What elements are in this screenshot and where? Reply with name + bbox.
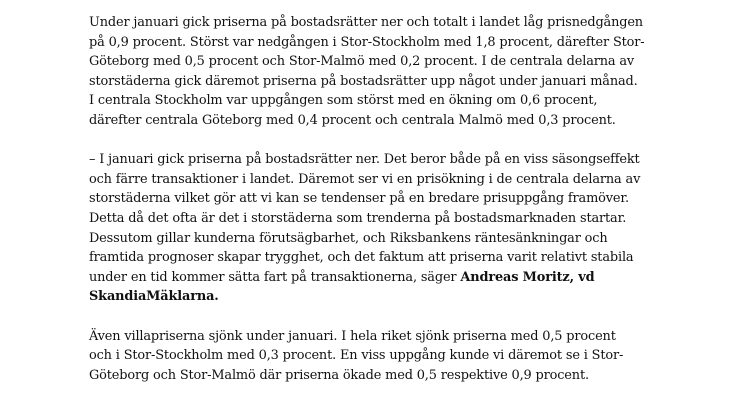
text-line: Även villapriserna sjönk under januari. I hela riket sjönk priserna med 0,5 procent [89, 328, 616, 344]
paragraph-villa-prices [89, 327, 709, 386]
text-line: I centrala Stockholm var uppgången som störst med en ökning om 0,6 procent, [89, 93, 598, 109]
speaker-company: SkandiaMäklarna. [89, 289, 219, 305]
text-line: och färre transaktioner i landet. Däremot ser vi en prisökning i de centrala delarna av [89, 171, 641, 187]
text-line: på 0,9 procent. Störst var nedgången i Stor-Stockholm med 1,8 procent, därefter Stor- [89, 34, 645, 50]
text-line: Göteborg och Stor-Malmö där priserna ökade med 0,5 respektive 0,9 procent. [89, 367, 589, 383]
paragraph-apartment-prices [89, 13, 709, 131]
quote-attribution-text: under en tid kommer sätta fart på transaktionerna, säger [89, 269, 461, 285]
paragraph-quote [89, 150, 709, 307]
text-line: Dessutom gillar kunderna förutsägbarhet, och Riksbankens räntesänkningar och [89, 230, 608, 246]
text-line: Detta då det ofta är det i storstäderna som trenderna på bostadsmarknaden startar. [89, 210, 627, 226]
text-line [89, 268, 709, 288]
document-body [89, 13, 709, 385]
text-line: Under januari gick priserna på bostadsrätter ner och totalt i landet låg prisnedgången [89, 15, 643, 30]
text-line: och i Stor-Stockholm med 0,3 procent. En viss uppgång kunde vi däremot se i Stor- [89, 348, 624, 364]
text-line: storstäderna vilket gör att vi kan se tendenser på en bredare prisuppgång framöver. [89, 191, 629, 207]
text-line: – I januari gick priserna på bostadsrätter ner. Det beror både på en viss säsongseffekt [89, 152, 640, 168]
text-line: därefter centrala Göteborg med 0,4 procent och centrala Malmö med 0,3 procent. [89, 112, 616, 128]
speaker-name: Andreas Moritz, vd [460, 269, 595, 285]
text-line: storstäderna gick däremot priserna på bostadsrätter upp något under januari månad. [89, 73, 638, 89]
text-line: Göteborg med 0,5 procent och Stor-Malmö med 0,2 procent. I de centrala delarna av [89, 54, 635, 70]
text-line: framtida prognoser skapar trygghet, och det faktum att priserna varit relativt stabila [89, 250, 634, 266]
